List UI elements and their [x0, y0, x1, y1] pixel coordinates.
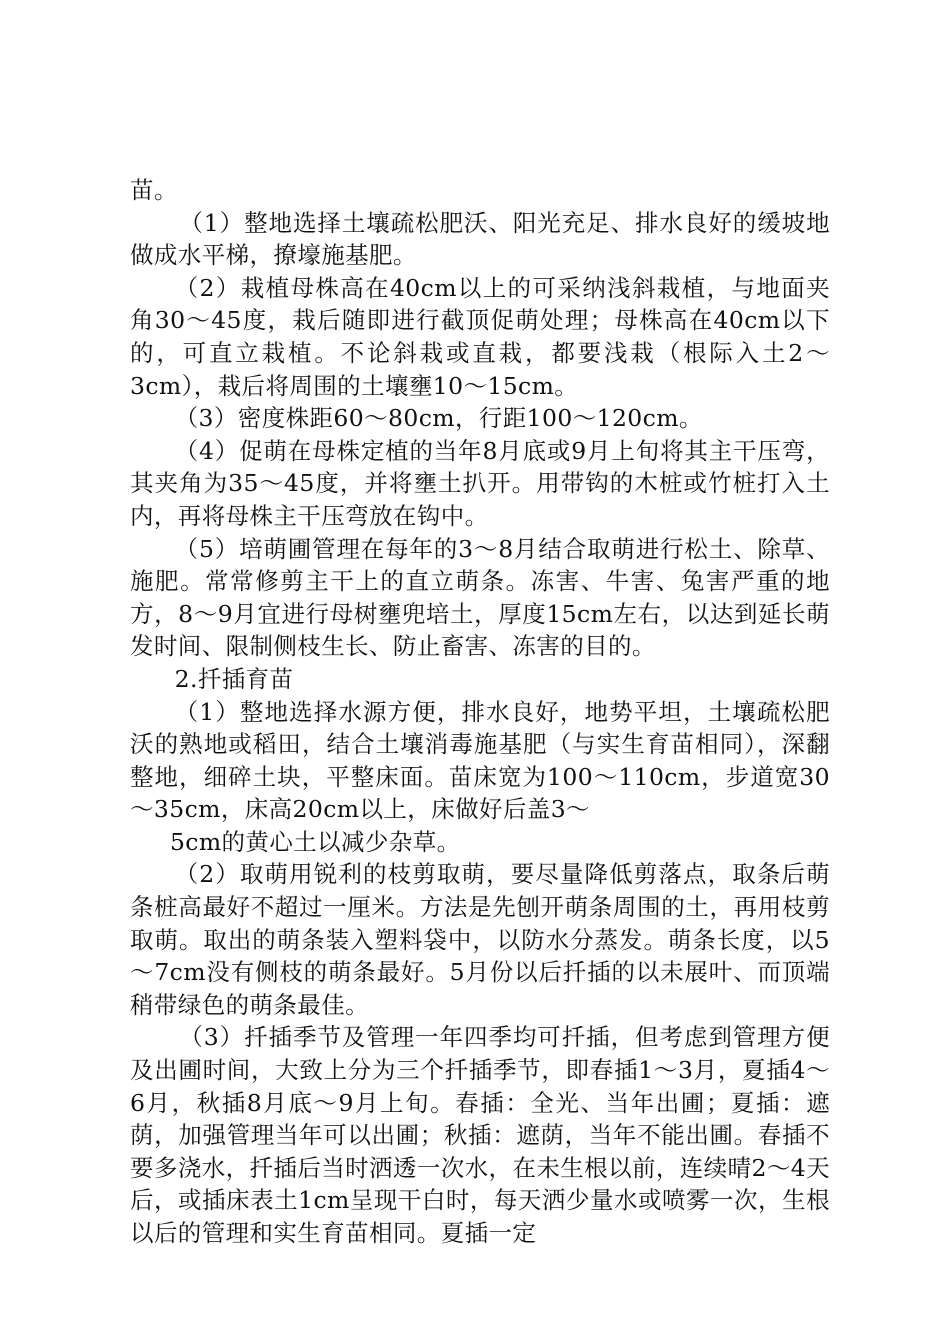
paragraph-sprout-promotion: （4）促萌在母株定植的当年8月底或9月上旬将其主干压弯，其夹角为35～45度，并将壅土扒开。用带钩的木桩或竹桩打入土内，再将母株主干压弯放在钩中。 — [130, 436, 830, 530]
section-heading-cutting-propagation: 2.扦插育苗 — [174, 664, 294, 693]
paragraph-cutting-season-management: （3）扦插季节及管理一年四季均可扦插，但考虑到管理方便及出圃时间，大致上分为三个扦插季节，即春插1～3月，夏插4～6月，秋插8月底～9月上旬。春插：全光、当年出圃；夏插：遮荫，加强管理当年可以出圃；秋插：遮荫，当年不能出圃。春插不要多浇水，扦插后当时洒透一次水，在未生根以前，连续晴2～4天后，或插床表土1cm呈现干白时，每天洒少量水或喷雾一次，生根以后的管理和实生育苗相同。夏插一定 — [130, 1023, 830, 1247]
paragraph-continuation: 苗。 — [130, 176, 178, 204]
paragraph-sprout-collection: （2）取萌用锐利的枝剪取萌，要尽量降低剪落点，取条后萌条桩高最好不超过一厘米。方法是先刨开萌条周围的土，再用枝剪取萌。取出的萌条装入塑料袋中，以防水分蒸发。萌条长度，以5～7cm没有侧枝的萌条最好。5月份以后扦插的以未展叶、而顶端稍带绿色的萌条最佳。 — [130, 860, 830, 1019]
paragraph-density: （3）密度株距60～80cm，行距100～120cm。 — [174, 404, 703, 433]
paragraph-nursery-management: （5）培萌圃管理在每年的3～8月结合取萌进行松土、除草、施肥。常常修剪主干上的直立萌条。冻害、牛害、兔害严重的地方，8～9月宜进行母树壅兜培土，厚度15cm左右，以达到延长萌发时间、限制侧枝生长、防止畜害、冻害的目的。 — [130, 534, 830, 661]
document-body — [130, 174, 830, 1250]
paragraph-site-preparation: （1）整地选择土壤疏松肥沃、阳光充足、排水良好的缓坡地做成水平梯，撩壕施基肥。 — [130, 208, 830, 270]
paragraph-cutting-site-preparation: （1）整地选择水源方便，排水良好，地势平坦，土壤疏松肥沃的熟地或稻田，结合土壤消毒施基肥（与实生育苗相同），深翻整地，细碎土块，平整床面。苗床宽为100～110cm，步道宽30～35cm，床高20cm以上，床做好后盖3～ — [130, 697, 830, 824]
paragraph-cutting-site-preparation-tail: 5cm的黄心土以减少杂草。 — [169, 827, 461, 856]
paragraph-planting: （2）栽植母株高在40cm以上的可采纳浅斜栽植，与地面夹角30～45度，栽后随即进行截顶促萌处理；母株高在40cm以下的，可直立栽植。不论斜栽或直栽，都要浅栽（根际入土2～3cm），栽后将周围的土壤壅10～15cm。 — [130, 273, 830, 400]
